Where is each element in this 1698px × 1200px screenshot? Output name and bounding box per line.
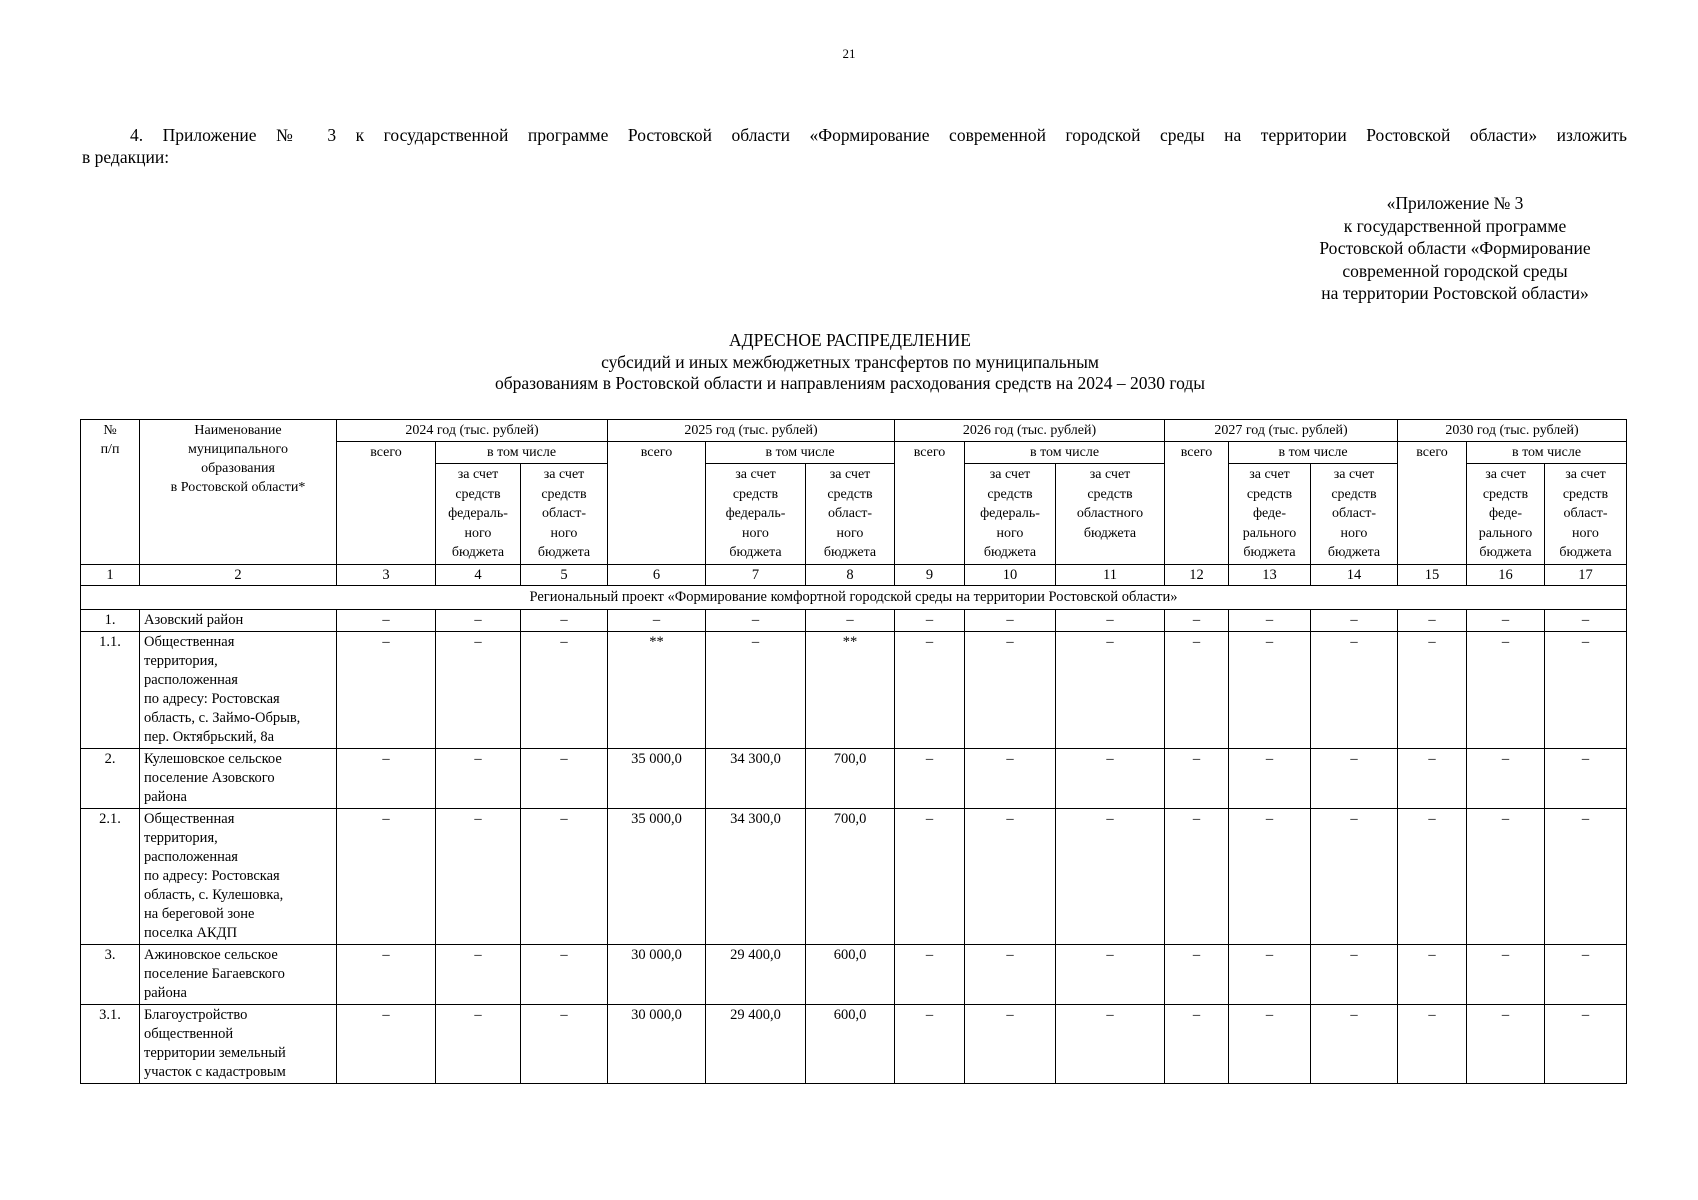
table-cell: –	[1545, 944, 1627, 1004]
table-cell: –	[895, 609, 965, 631]
table-cell: 700,0	[806, 748, 895, 808]
header-regional-2027: за счет средств област- ного бюджета	[1311, 464, 1398, 565]
table-cell: –	[1545, 631, 1627, 748]
header-including-2026: в том числе	[965, 442, 1165, 464]
header-total-2024: всего	[337, 442, 436, 565]
header-regional-2026: за счет средств областного бюджета	[1056, 464, 1165, 565]
table-cell: –	[1229, 944, 1311, 1004]
table-cell: –	[1398, 1004, 1467, 1083]
row-number: 1.	[81, 609, 140, 631]
table-cell: –	[1165, 1004, 1229, 1083]
intro-paragraph	[82, 124, 1627, 168]
table-cell: –	[608, 609, 706, 631]
distribution-table	[80, 419, 1627, 1084]
table-cell: –	[1398, 609, 1467, 631]
table-cell: 35 000,0	[608, 748, 706, 808]
table-cell: –	[1467, 631, 1545, 748]
header-including-2025: в том числе	[706, 442, 895, 464]
table-cell: –	[1545, 609, 1627, 631]
table-row	[81, 609, 1627, 631]
table-cell: –	[337, 1004, 436, 1083]
annex-line: современной городской среды	[1342, 260, 1568, 281]
table-cell: –	[1545, 1004, 1627, 1083]
column-number: 1	[81, 564, 140, 585]
table-cell: –	[1229, 609, 1311, 631]
table-row	[81, 1004, 1627, 1083]
table-cell: –	[1311, 609, 1398, 631]
table-cell: –	[1056, 748, 1165, 808]
table-cell: –	[521, 1004, 608, 1083]
table-cell: –	[1056, 631, 1165, 748]
table-cell: –	[521, 631, 608, 748]
table-cell: –	[895, 944, 965, 1004]
row-number: 1.1.	[81, 631, 140, 748]
table-cell: –	[436, 808, 521, 944]
column-number: 17	[1545, 564, 1627, 585]
section-title: Региональный проект «Формирование комфортной городской среды на территории Ростовской области»	[81, 585, 1627, 609]
table-cell: –	[1311, 631, 1398, 748]
table-cell: –	[1311, 1004, 1398, 1083]
table-cell: –	[337, 748, 436, 808]
table-cell: –	[1229, 631, 1311, 748]
row-number: 2.1.	[81, 808, 140, 944]
table-cell: –	[1467, 808, 1545, 944]
table-cell: 29 400,0	[706, 944, 806, 1004]
annex-line: Ростовской области «Формирование	[1319, 238, 1591, 258]
header-name: Наименование муниципального образования в Ростовской области*	[140, 420, 337, 565]
table-cell: 34 300,0	[706, 748, 806, 808]
column-number: 4	[436, 564, 521, 585]
table-row	[81, 631, 1627, 748]
table-cell: –	[436, 944, 521, 1004]
annex-reference	[1290, 192, 1620, 305]
table-cell: –	[1311, 808, 1398, 944]
table-cell: –	[1311, 748, 1398, 808]
table-cell: –	[337, 609, 436, 631]
table-cell: 35 000,0	[608, 808, 706, 944]
table-cell: –	[1467, 609, 1545, 631]
header-row-years	[81, 420, 1627, 442]
table-cell: –	[521, 609, 608, 631]
row-name: Азовский район	[140, 609, 337, 631]
header-year-2026: 2026 год (тыс. рублей)	[895, 420, 1165, 442]
column-number: 8	[806, 564, 895, 585]
row-name: Благоустройство общественной территории земельный участок с кадастровым	[140, 1004, 337, 1083]
table-cell: –	[337, 944, 436, 1004]
table-cell: –	[1056, 808, 1165, 944]
table-cell: –	[1229, 1004, 1311, 1083]
table-cell: –	[436, 1004, 521, 1083]
row-number: 2.	[81, 748, 140, 808]
page-number: 21	[842, 46, 856, 61]
document-title	[250, 330, 1450, 395]
header-total-2025: всего	[608, 442, 706, 565]
row-name: Ажиновское сельское поселение Багаевского района	[140, 944, 337, 1004]
table-cell: –	[1165, 609, 1229, 631]
table-cell: 30 000,0	[608, 1004, 706, 1083]
table-cell: –	[806, 609, 895, 631]
table-cell: –	[965, 944, 1056, 1004]
table-cell: –	[706, 631, 806, 748]
column-number: 5	[521, 564, 608, 585]
annex-line: «Приложение № 3	[1386, 193, 1524, 213]
header-total-2026: всего	[895, 442, 965, 565]
title-line-2: субсидий и иных межбюджетных трансфертов по муниципальным	[601, 351, 1099, 372]
table-cell: –	[1398, 944, 1467, 1004]
header-federal-2026: за счет средств федераль- ного бюджета	[965, 464, 1056, 565]
table-cell: –	[337, 631, 436, 748]
table-cell: –	[1229, 808, 1311, 944]
section-row	[81, 585, 1627, 609]
column-number: 10	[965, 564, 1056, 585]
header-year-2027: 2027 год (тыс. рублей)	[1165, 420, 1398, 442]
header-regional-2030: за счет средств област- ного бюджета	[1545, 464, 1627, 565]
table-cell: –	[521, 748, 608, 808]
table-cell: –	[1467, 748, 1545, 808]
table-cell: –	[436, 631, 521, 748]
header-total-2027: всего	[1165, 442, 1229, 565]
header-federal-2025: за счет средств федераль- ного бюджета	[706, 464, 806, 565]
table-cell: 29 400,0	[706, 1004, 806, 1083]
table-cell: –	[1056, 609, 1165, 631]
table-cell: 700,0	[806, 808, 895, 944]
table-cell: –	[337, 808, 436, 944]
table-cell: –	[1056, 944, 1165, 1004]
table-cell: **	[608, 631, 706, 748]
table-cell: –	[965, 748, 1056, 808]
table-cell: –	[1056, 1004, 1165, 1083]
header-including-2030: в том числе	[1467, 442, 1627, 464]
table-cell: –	[895, 748, 965, 808]
table-cell: –	[965, 631, 1056, 748]
intro-line-2: в редакции:	[82, 147, 170, 167]
table-cell: **	[806, 631, 895, 748]
table-cell: –	[1229, 748, 1311, 808]
table-cell: –	[965, 609, 1056, 631]
column-number: 11	[1056, 564, 1165, 585]
header-total-2030: всего	[1398, 442, 1467, 565]
row-name: Общественная территория, расположенная по адресу: Ростовская область, с. Займо-Обрыв, пер. Октябрьский, 8а	[140, 631, 337, 748]
table-cell: –	[1165, 631, 1229, 748]
table-cell: –	[1311, 944, 1398, 1004]
header-including-2024: в том числе	[436, 442, 608, 464]
table-cell: –	[436, 609, 521, 631]
row-number: 3.1.	[81, 1004, 140, 1083]
header-federal-2024: за счет средств федераль- ного бюджета	[436, 464, 521, 565]
table-cell: 600,0	[806, 944, 895, 1004]
column-number: 9	[895, 564, 965, 585]
table-cell: –	[1165, 748, 1229, 808]
header-year-2025: 2025 год (тыс. рублей)	[608, 420, 895, 442]
title-line-1: АДРЕСНОЕ РАСПРЕДЕЛЕНИЕ	[729, 330, 971, 350]
column-number: 13	[1229, 564, 1311, 585]
row-number: 3.	[81, 944, 140, 1004]
table-cell: –	[965, 1004, 1056, 1083]
table-cell: –	[1398, 808, 1467, 944]
table-cell: –	[1165, 944, 1229, 1004]
header-year-2030: 2030 год (тыс. рублей)	[1398, 420, 1627, 442]
table-cell: –	[1165, 808, 1229, 944]
column-number: 6	[608, 564, 706, 585]
table-cell: –	[895, 808, 965, 944]
table-cell: 600,0	[806, 1004, 895, 1083]
column-number-row	[81, 564, 1627, 585]
row-name: Кулешовское сельское поселение Азовского района	[140, 748, 337, 808]
column-number: 3	[337, 564, 436, 585]
title-line-3: образованиям в Ростовской области и направлениям расходования средств на 2024 – 2030 годы	[494, 373, 1206, 393]
header-including-2027: в том числе	[1229, 442, 1398, 464]
column-number: 12	[1165, 564, 1229, 585]
table-row	[81, 944, 1627, 1004]
column-number: 16	[1467, 564, 1545, 585]
column-number: 15	[1398, 564, 1467, 585]
table-cell: –	[1545, 748, 1627, 808]
table-cell: –	[965, 808, 1056, 944]
annex-line: на территории Ростовской области»	[1321, 283, 1589, 303]
header-federal-2030: за счет средств феде- рального бюджета	[1467, 464, 1545, 565]
table-cell: –	[1467, 944, 1545, 1004]
header-num: № п/п	[81, 420, 140, 565]
table-cell: –	[1398, 748, 1467, 808]
column-number: 14	[1311, 564, 1398, 585]
table-cell: –	[706, 609, 806, 631]
column-number: 7	[706, 564, 806, 585]
table-cell: –	[1545, 808, 1627, 944]
table-row	[81, 748, 1627, 808]
column-number: 2	[140, 564, 337, 585]
header-regional-2024: за счет средств област- ного бюджета	[521, 464, 608, 565]
table-cell: –	[895, 631, 965, 748]
table-cell: –	[1398, 631, 1467, 748]
header-regional-2025: за счет средств област- ного бюджета	[806, 464, 895, 565]
row-name: Общественная территория, расположенная по адресу: Ростовская область, с. Кулешовка, на береговой зоне поселка АКДП	[140, 808, 337, 944]
table-cell: –	[436, 748, 521, 808]
table-row	[81, 808, 1627, 944]
table-cell: 30 000,0	[608, 944, 706, 1004]
annex-line: к государственной программе	[1343, 215, 1567, 236]
table-cell: 34 300,0	[706, 808, 806, 944]
table-cell: –	[521, 808, 608, 944]
table-cell: –	[1467, 1004, 1545, 1083]
table-cell: –	[521, 944, 608, 1004]
table-cell: –	[895, 1004, 965, 1083]
intro-line-1: 4. Приложение № 3 к государственной программе Ростовской области «Формирование современной городской среды на территории Ростовской области» изложить	[130, 125, 1627, 145]
header-federal-2027: за счет средств феде- рального бюджета	[1229, 464, 1311, 565]
header-year-2024: 2024 год (тыс. рублей)	[337, 420, 608, 442]
